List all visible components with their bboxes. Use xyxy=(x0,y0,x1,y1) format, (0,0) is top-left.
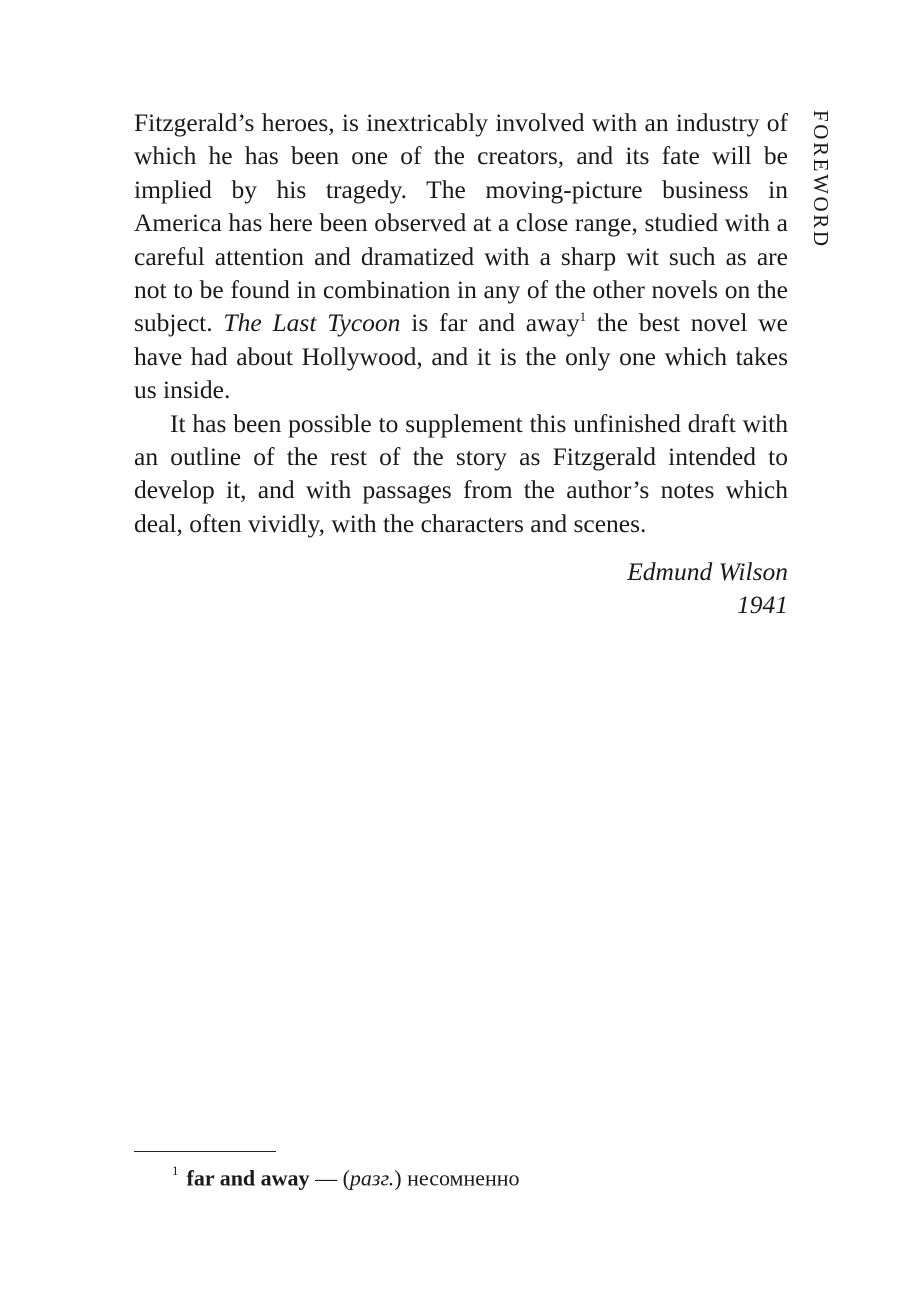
signature-author: Edmund Wilson xyxy=(627,557,788,586)
paragraph-1 xyxy=(134,106,788,407)
body-text xyxy=(134,106,788,540)
paragraph-1-start: Fitzgerald’s heroes, is inextricably involved with an industry of which he has been one of the creators, and its fate will be implied by his tragedy. The moving-picture business in America has here been observed at a close range, studied with a careful attention and dramatized with a sharp wit such as are not to be found in combination in any of the other novels on the subject. xyxy=(134,108,788,338)
footnote-divider xyxy=(134,1151,276,1152)
footnote-reference: 1 xyxy=(579,308,587,324)
footnote-abbreviation: разг. xyxy=(349,1165,395,1191)
paragraph-2: It has been possible to supplement this unfinished draft with an outline of the rest of the story as Fitzgerald intended to develop it, and with passages from the author’s notes which deal, often vividly, with the characters and scenes. xyxy=(134,408,788,538)
footnote-number: 1 xyxy=(172,1163,179,1178)
book-title: The Last Tycoon xyxy=(223,308,401,338)
footnote-translation: несомненно xyxy=(407,1165,520,1191)
footnote xyxy=(172,1158,520,1193)
footnote-term: far and away xyxy=(186,1165,310,1191)
footnote-dash: — ( xyxy=(309,1165,350,1191)
paragraph-1-middle: is far and away xyxy=(400,308,580,338)
footnote-close: ) xyxy=(394,1165,408,1191)
signature-year: 1941 xyxy=(737,590,788,619)
running-head: FOREWORD xyxy=(809,110,833,249)
signature-block xyxy=(627,555,788,621)
paragraph-1-end: the best novel we have had about Hollywood, and it is the only one which takes us inside. xyxy=(134,308,788,405)
